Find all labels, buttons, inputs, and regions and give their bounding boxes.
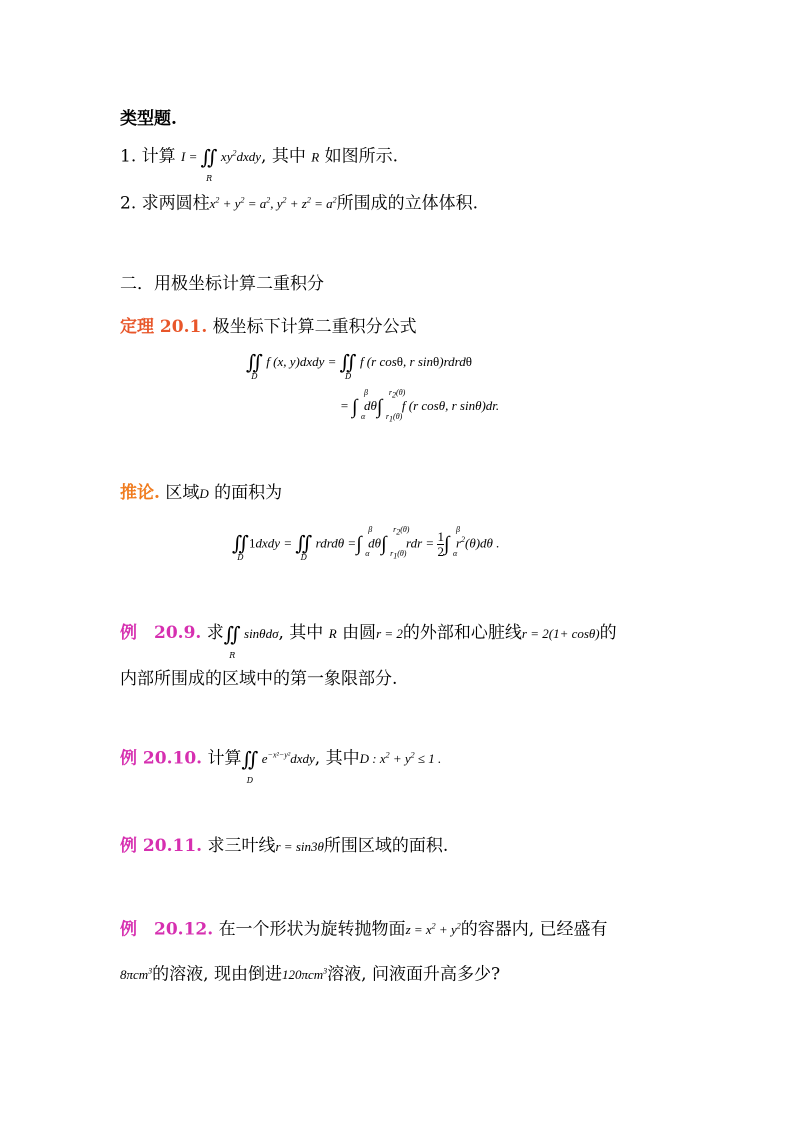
theorem-label: 定理 20.1.	[120, 317, 208, 337]
question-2	[120, 190, 478, 215]
corollary-text-pre: 区域	[165, 483, 200, 503]
theorem-formula-line1: ∬ D f (x, y)dxdy = ∬ D f (r cosθ, r sinθ)rdrdθ	[246, 350, 472, 381]
ex9-mid2: 由圆	[342, 623, 377, 643]
ex9-line2: 内部所围成的区域中的第一象限部分.	[120, 669, 398, 689]
theorem-text: 极坐标下计算二重积分公式	[212, 317, 417, 337]
ex12-label: 例 20.12.	[120, 919, 214, 940]
ex11-end: 所围区域的面积.	[323, 836, 449, 856]
ex10-mid: , 其中	[314, 748, 360, 769]
ex11-pre: 求三叶线	[207, 836, 276, 856]
theorem-formula-line2: = ∫ β α dθ∫ $r_2(\theta)$ $r_1(\theta)$ f (r cosθ, r sinθ)dr.	[340, 388, 500, 424]
ex9-cardioid: r = 2(1+ cosθ)	[521, 626, 600, 641]
ex11-curve: r = sin3θ	[275, 839, 324, 854]
q1-end: 如图所示.	[324, 146, 398, 167]
ex9-mid: , 其中	[278, 623, 324, 643]
example-20-11	[120, 835, 448, 858]
ex12-paraboloid: $z = x^2 + y^2$	[405, 922, 461, 938]
ex12-line2-mid: 的溶液, 现由倒进	[152, 964, 282, 985]
q1-formula: I = ∬ R $xy^2dxdy$	[181, 145, 262, 184]
ex12-mid: 的容器内, 已经盛有	[460, 919, 608, 940]
corollary-D: D	[199, 486, 209, 501]
q2-prefix: 2. 求两圆柱	[120, 193, 210, 214]
part2-title: 二．用极坐标计算二重积分	[120, 274, 324, 294]
ex9-label: 例 20.9.	[120, 623, 202, 643]
ex12-line2	[120, 961, 500, 986]
ex12-pre: 在一个形状为旋转抛物面	[218, 919, 406, 940]
corollary-formula: ∬ D 1dxdy = ∬ D rdrdθ =∫ β α dθ∫ $r_2(\theta)$ $r_1(\theta)$ rdr = $\frac{1}{2}$ ∫ β α $r^2(\theta)d\theta$ .	[232, 525, 500, 563]
ex10-pre: 计算	[207, 748, 242, 769]
q1-R: R	[311, 149, 320, 165]
ex11-label: 例 20.11.	[120, 836, 203, 856]
ex9-R: R	[328, 626, 337, 641]
example-20-10	[120, 745, 442, 786]
ex12-volume1: 8πcm$^3$	[120, 967, 153, 983]
q2-end: 所围成的立体体积.	[336, 193, 479, 214]
example-20-9	[120, 622, 617, 660]
ex10-domain: D : $x^2 + y^2 \le 1$ .	[359, 751, 442, 767]
theorem-20-1	[120, 316, 417, 338]
corollary-text-post: 的面积为	[214, 483, 283, 503]
q2-formula: $x^2 + y^2 = a^2$, $y^2 + z^2 = a^2$	[209, 196, 337, 212]
ex9-circle: r = 2	[376, 626, 403, 641]
ex12-line2-end: 溶液, 问液面升高多少?	[327, 964, 501, 985]
ex10-integral: ∬ D $e^{-x^2-y^2}dxdy$	[241, 747, 315, 786]
question-1	[120, 143, 398, 184]
q1-prefix: 1. 计算	[120, 146, 176, 167]
ex12-volume2: 120πcm$^3$	[281, 967, 328, 983]
ex9-end: 的	[599, 623, 617, 643]
q1-post: , 其中	[261, 146, 306, 167]
types-title: 类型题.	[120, 109, 177, 129]
corollary-label: 推论.	[120, 483, 160, 503]
ex10-label: 例 20.10.	[120, 748, 203, 769]
corollary	[120, 482, 282, 505]
example-20-12	[120, 916, 608, 941]
ex9-integral: ∬ R sinθdσ	[223, 622, 279, 660]
ex9-mid3: 的外部和心脏线	[402, 623, 522, 643]
ex9-pre: 求	[206, 623, 224, 643]
